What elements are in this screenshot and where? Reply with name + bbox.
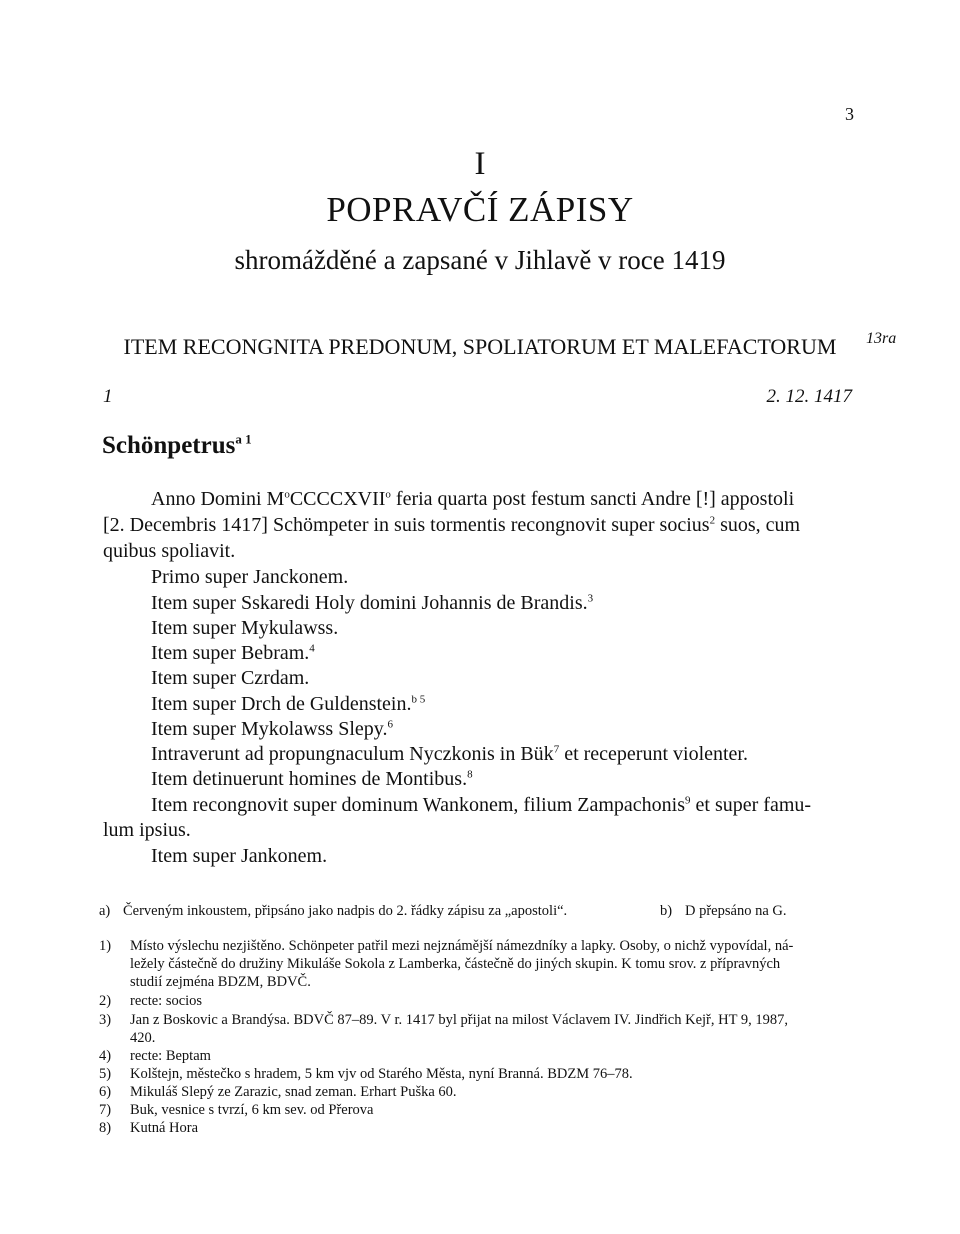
- footnote-number: 5): [99, 1066, 112, 1082]
- page-number: 3: [845, 104, 854, 124]
- body-line: quibus spoliavit.: [103, 540, 236, 562]
- body-line: [2. Decembris 1417] Schömpeter in suis tormentis recongnovit super socius$^2$ suos, cum: [103, 514, 801, 536]
- body-line: Item recongnovit super dominum Wankonem, filium Zampachonis$^9$ et super famu-: [151, 794, 812, 816]
- body-line: Item detinuerunt homines de Montibus.$^8$: [151, 768, 473, 790]
- footnote-line: Buk, vesnice s tvrzí, 6 km sev. od Přerova: [130, 1102, 374, 1118]
- body-line: Item super Sskaredi Holy domini Johannis de Brandis.$^3$: [151, 592, 594, 614]
- footnote-line: Místo výslechu nezjištěno. Schönpeter patřil mezi nejznámější námezdníky a lapky. Osoby, o nichž vypovídal, ná-: [130, 938, 794, 954]
- footnote-line: ležely částečně do družiny Mikuláše Sokola z Lamberka, částečně do jiných skupin. K tomu srov. z přípravných: [130, 956, 781, 972]
- footnote-number: 6): [99, 1084, 112, 1100]
- footnote-line: studií zejména BDZM, BDVČ.: [130, 974, 311, 990]
- body-line: Intraverunt ad propungnaculum Nyczkonis in Bük$^7$ et receperunt violenter.: [151, 743, 748, 765]
- footnote-number: 1): [99, 938, 112, 954]
- footnote-number: 4): [99, 1048, 112, 1064]
- footnote-number: 8): [99, 1120, 112, 1136]
- page-title: POPRAVČÍ ZÁPISY: [326, 190, 634, 229]
- footnote-line: Jan z Boskovic a Brandýsa. BDVČ 87–89. V r. 1417 byl přijat na milost Václavem IV. Jindřich Kejř, HT 9, 1987,: [130, 1012, 788, 1028]
- entry-heading-text: Schönpetrus: [102, 432, 236, 459]
- footnote-line: recte: Beptam: [130, 1048, 211, 1064]
- margin-folio-note: 13ra: [866, 330, 897, 347]
- footnote-line: Kolštejn, městečko s hradem, 5 km vjv od Starého Města, nyní Branná. BDZM 76–78.: [130, 1066, 633, 1082]
- part-numeral: I: [474, 146, 486, 182]
- footnote-number: 7): [99, 1102, 112, 1118]
- body-line: Item super Mykulawss.: [151, 617, 339, 639]
- entry-number: 1: [103, 386, 113, 407]
- entry-heading: [102, 432, 252, 460]
- body-line: lum ipsius.: [103, 819, 191, 841]
- body-line: Item super Mykolawss Slepy.$^6$: [151, 718, 393, 740]
- entry-heading-note-marks: a 1: [235, 431, 252, 447]
- body-line: Item super Bebram.$^4$: [151, 642, 315, 664]
- page-subtitle: shromážděné a zapsané v Jihlavě v roce 1419: [234, 245, 726, 275]
- body-line: Item super Czrdam.: [151, 667, 310, 689]
- footnote-line: Kutná Hora: [130, 1120, 199, 1136]
- footnote-number: 3): [99, 1012, 112, 1028]
- note-b-label: b): [660, 903, 673, 919]
- note-a-label: a): [99, 903, 111, 919]
- section-heading: ITEM RECONGNITA PREDONUM, SPOLIATORUM ET MALEFACTORUM: [123, 334, 837, 359]
- footnote-line: Mikuláš Slepý ze Zarazic, snad zeman. Erhart Puška 60.: [130, 1084, 457, 1100]
- footnote-line: recte: socios: [130, 993, 203, 1009]
- entry-date: 2. 12. 1417: [766, 386, 852, 407]
- footnote-line: 420.: [130, 1030, 156, 1046]
- footnote-number: 2): [99, 993, 112, 1009]
- body-line: Item super Drch de Guldenstein.$^{b 5}$: [151, 693, 426, 715]
- body-line: Primo super Janckonem.: [151, 566, 349, 588]
- body-line: Item super Jankonem.: [151, 845, 328, 867]
- note-a-text: Červeným inkoustem, připsáno jako nadpis do 2. řádky zápisu za „apostoli“.: [123, 903, 568, 919]
- body-line: Anno Domini $M^oCCCCXVII^o$ feria quarta post festum sancti Andre [!] appostoli: [151, 488, 795, 510]
- note-b-text: D přepsáno na G.: [685, 903, 787, 919]
